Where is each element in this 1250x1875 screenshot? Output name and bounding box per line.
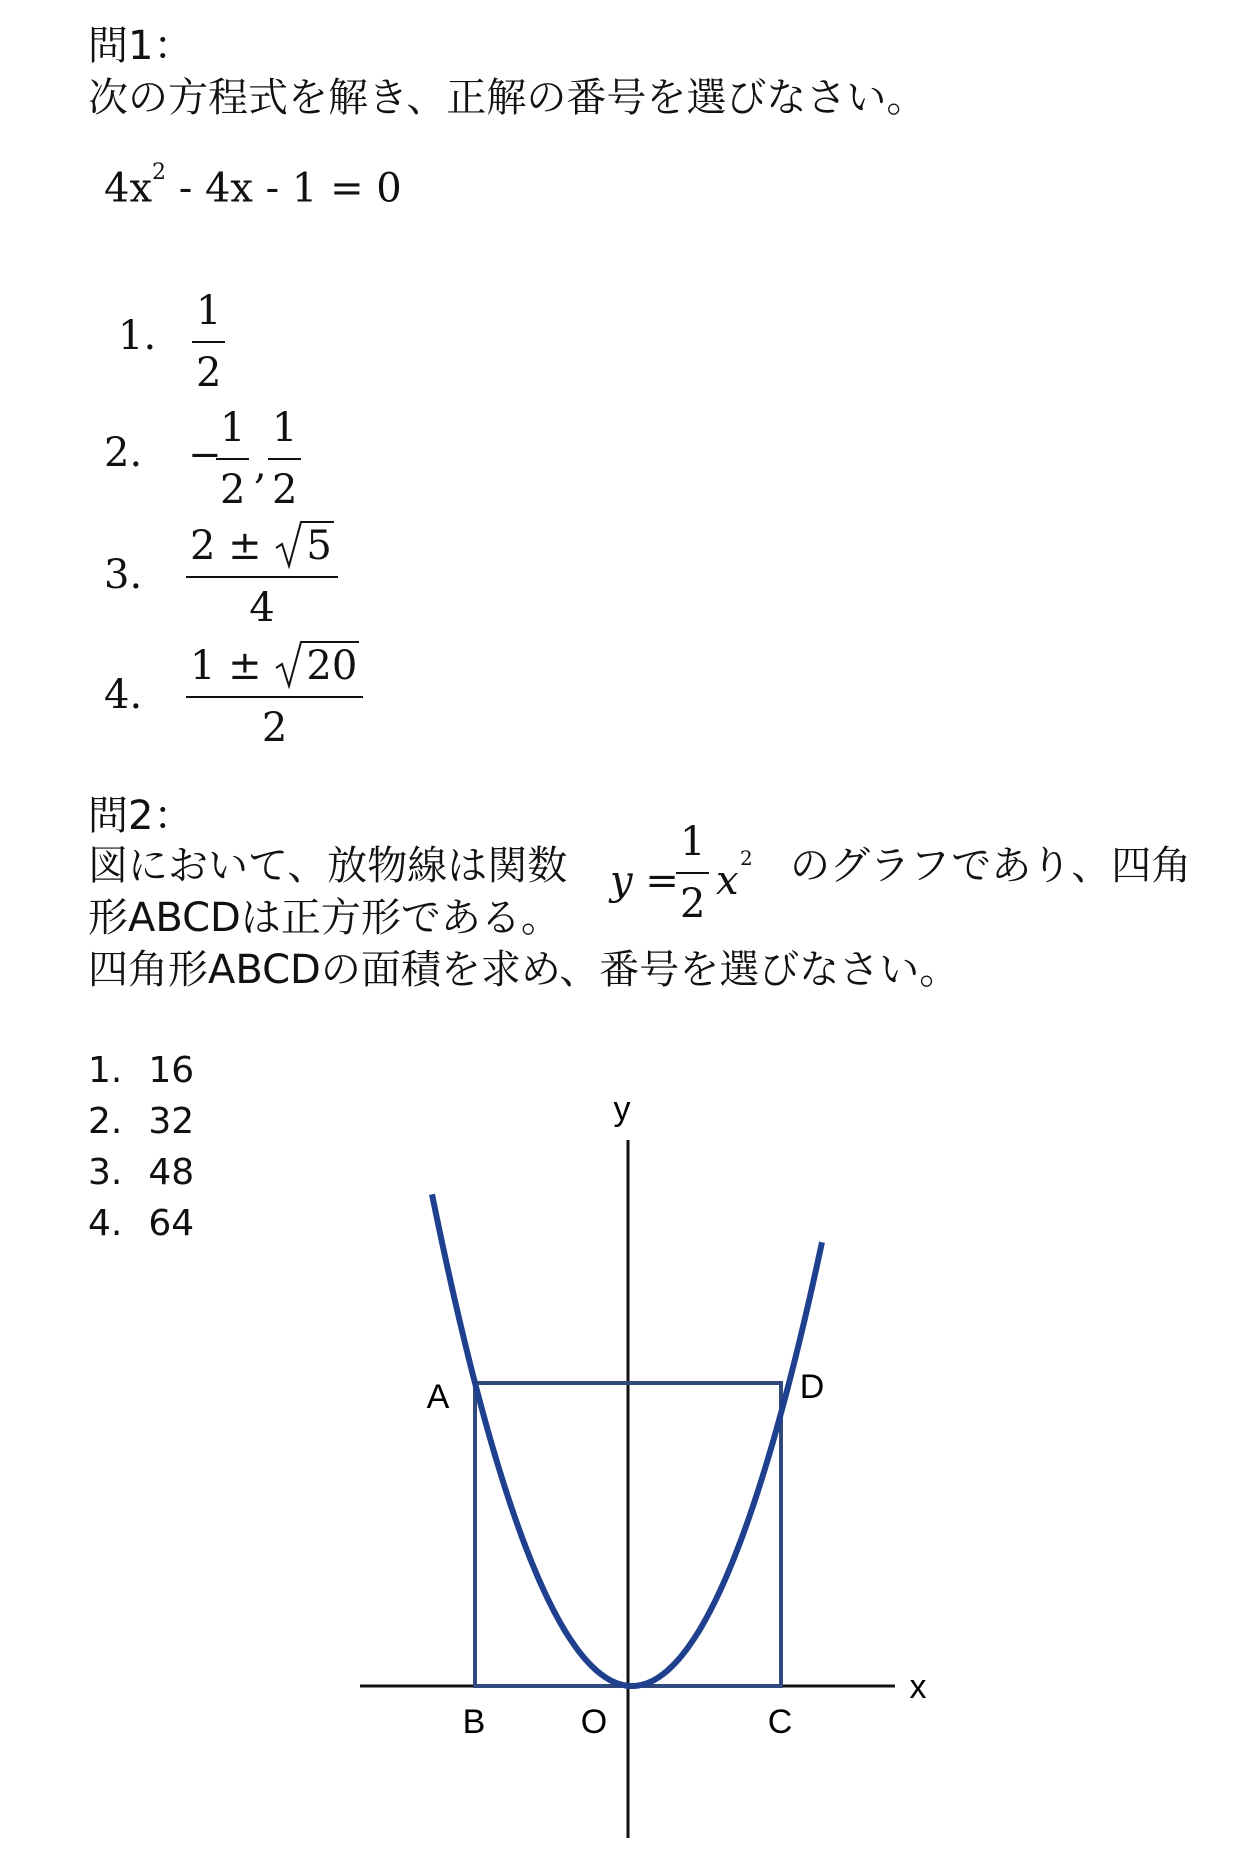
choice-value: 16 <box>148 1050 195 1091</box>
q1-instruction: 次の方程式を解き、正解の番号を選びなさい。 <box>88 75 927 121</box>
minus-sign: − <box>188 432 222 478</box>
choice-value: 32 <box>148 1101 195 1142</box>
choice-number: 1. <box>88 1050 123 1091</box>
point-d-label: D <box>799 1368 825 1406</box>
point-o-label: O <box>580 1703 608 1741</box>
fraction-denominator: 4 <box>249 585 275 631</box>
function-exponent: 2 <box>740 846 753 870</box>
numerator-left: 1 ± <box>190 643 275 689</box>
equation-rest: - 4x - 1 = 0 <box>166 165 402 212</box>
point-b-label: B <box>462 1703 486 1741</box>
q1-heading: 問1： <box>88 23 194 69</box>
fraction-denominator: 2 <box>680 881 706 927</box>
choice-value: 48 <box>148 1152 195 1193</box>
fraction-denominator: 2 <box>272 467 298 513</box>
option-number: 3. <box>104 552 143 598</box>
fraction-numerator: 1 <box>216 402 249 460</box>
x-axis-label: x <box>909 1668 927 1706</box>
radicand: 20 <box>306 643 358 689</box>
fraction-numerator: 1 <box>268 402 301 460</box>
q2-heading: 問2： <box>88 793 194 839</box>
option-number: 1. <box>118 313 157 359</box>
fraction-numerator: 1 <box>192 285 225 343</box>
fraction-denominator: 2 <box>261 705 288 751</box>
q2-line1-pre: 図において、放物線は関数 <box>88 843 568 889</box>
radicand: 5 <box>306 523 332 569</box>
choice-number: 3. <box>88 1152 123 1193</box>
point-c-label: C <box>767 1703 793 1741</box>
equation-exponent: 2 <box>152 160 167 185</box>
choice-value: 64 <box>148 1203 195 1244</box>
choice-number: 4. <box>88 1203 123 1244</box>
q2-line2: 形ABCDは正方形である。 <box>88 895 561 941</box>
option-number: 4. <box>104 672 143 718</box>
function-variable: x <box>716 858 739 904</box>
option-number: 2. <box>104 430 143 476</box>
fraction-numerator: 1 <box>676 816 709 874</box>
q2-line1-post: のグラフであり、四角 <box>790 843 1192 889</box>
y-axis-label: y <box>613 1090 631 1128</box>
numerator-left: 2 ± <box>190 523 275 569</box>
function-lhs: y = <box>610 858 679 904</box>
comma: , <box>254 442 267 488</box>
q2-line3: 四角形ABCDの面積を求め、番号を選びなさい。 <box>88 947 960 993</box>
equation-term-a: 4x <box>104 165 153 212</box>
fraction-denominator: 2 <box>196 350 222 396</box>
point-a-label: A <box>426 1378 450 1416</box>
fraction-denominator: 2 <box>220 467 246 513</box>
choice-number: 2. <box>88 1101 123 1142</box>
